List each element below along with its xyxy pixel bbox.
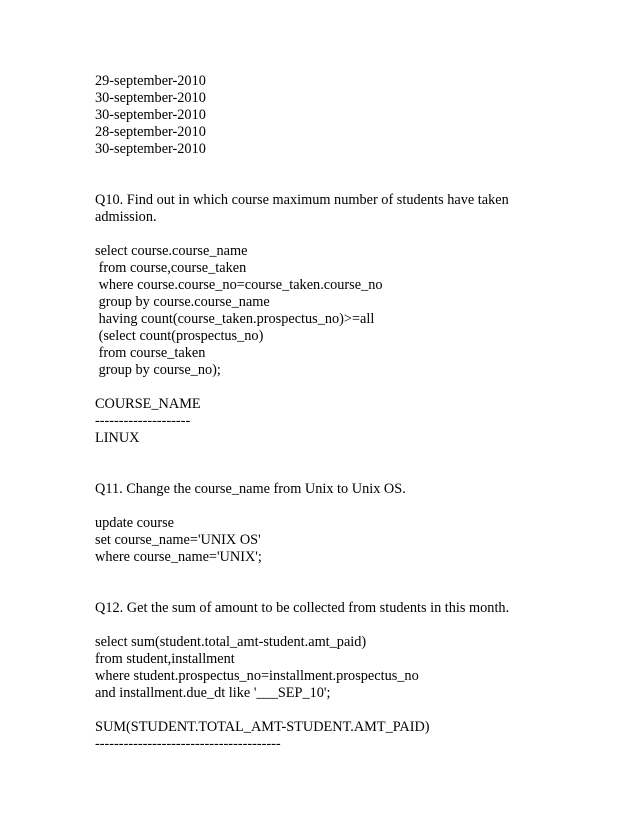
date-line: 30-september-2010 bbox=[95, 141, 206, 157]
q10-result-header: COURSE_NAME bbox=[95, 396, 201, 412]
date-line: 30-september-2010 bbox=[95, 90, 206, 106]
spacer bbox=[95, 498, 615, 515]
date-line: 29-september-2010 bbox=[95, 73, 206, 89]
date-line: 30-september-2010 bbox=[95, 107, 206, 123]
q12-sql-line: and installment.due_dt like '___SEP_10'; bbox=[95, 685, 331, 701]
q10-sql-line: group by course.course_name bbox=[95, 294, 270, 310]
spacer bbox=[95, 447, 615, 481]
spacer bbox=[95, 379, 615, 396]
spacer bbox=[95, 566, 615, 600]
q10-sql-line: where course.course_no=course_taken.course_no bbox=[95, 277, 383, 293]
date-line: 28-september-2010 bbox=[95, 124, 206, 140]
q12-sql-line: select sum(student.total_amt-student.amt_paid) bbox=[95, 634, 367, 650]
q10-sql-line: from course,course_taken bbox=[95, 260, 247, 276]
q10-question-line: admission. bbox=[95, 209, 157, 225]
spacer bbox=[95, 702, 615, 719]
spacer bbox=[95, 158, 615, 192]
q10-question-line: Q10. Find out in which course maximum number of students have taken bbox=[95, 192, 509, 208]
q10-result-separator: -------------------- bbox=[95, 413, 191, 429]
q11-sql-line: where course_name='UNIX'; bbox=[95, 549, 262, 565]
q11-question: Q11. Change the course_name from Unix to Unix OS. bbox=[95, 481, 406, 497]
document-body bbox=[95, 73, 615, 753]
q10-sql-line: having count(course_taken.prospectus_no)>=all bbox=[95, 311, 375, 327]
q11-sql-line: set course_name='UNIX OS' bbox=[95, 532, 261, 548]
spacer bbox=[95, 617, 615, 634]
q12-result-separator: --------------------------------------- bbox=[95, 736, 281, 752]
q12-sql-line: from student,installment bbox=[95, 651, 235, 667]
q12-question: Q12. Get the sum of amount to be collected from students in this month. bbox=[95, 600, 510, 616]
q10-result-value: LINUX bbox=[95, 430, 140, 446]
q10-sql-line: (select count(prospectus_no) bbox=[95, 328, 264, 344]
q12-sql-line: where student.prospectus_no=installment.prospectus_no bbox=[95, 668, 419, 684]
q12-result-header: SUM(STUDENT.TOTAL_AMT-STUDENT.AMT_PAID) bbox=[95, 719, 430, 735]
q10-sql-line: select course.course_name bbox=[95, 243, 248, 259]
q10-sql-line: group by course_no); bbox=[95, 362, 221, 378]
q10-sql-line: from course_taken bbox=[95, 345, 206, 361]
q11-sql-line: update course bbox=[95, 515, 174, 531]
spacer bbox=[95, 226, 615, 243]
